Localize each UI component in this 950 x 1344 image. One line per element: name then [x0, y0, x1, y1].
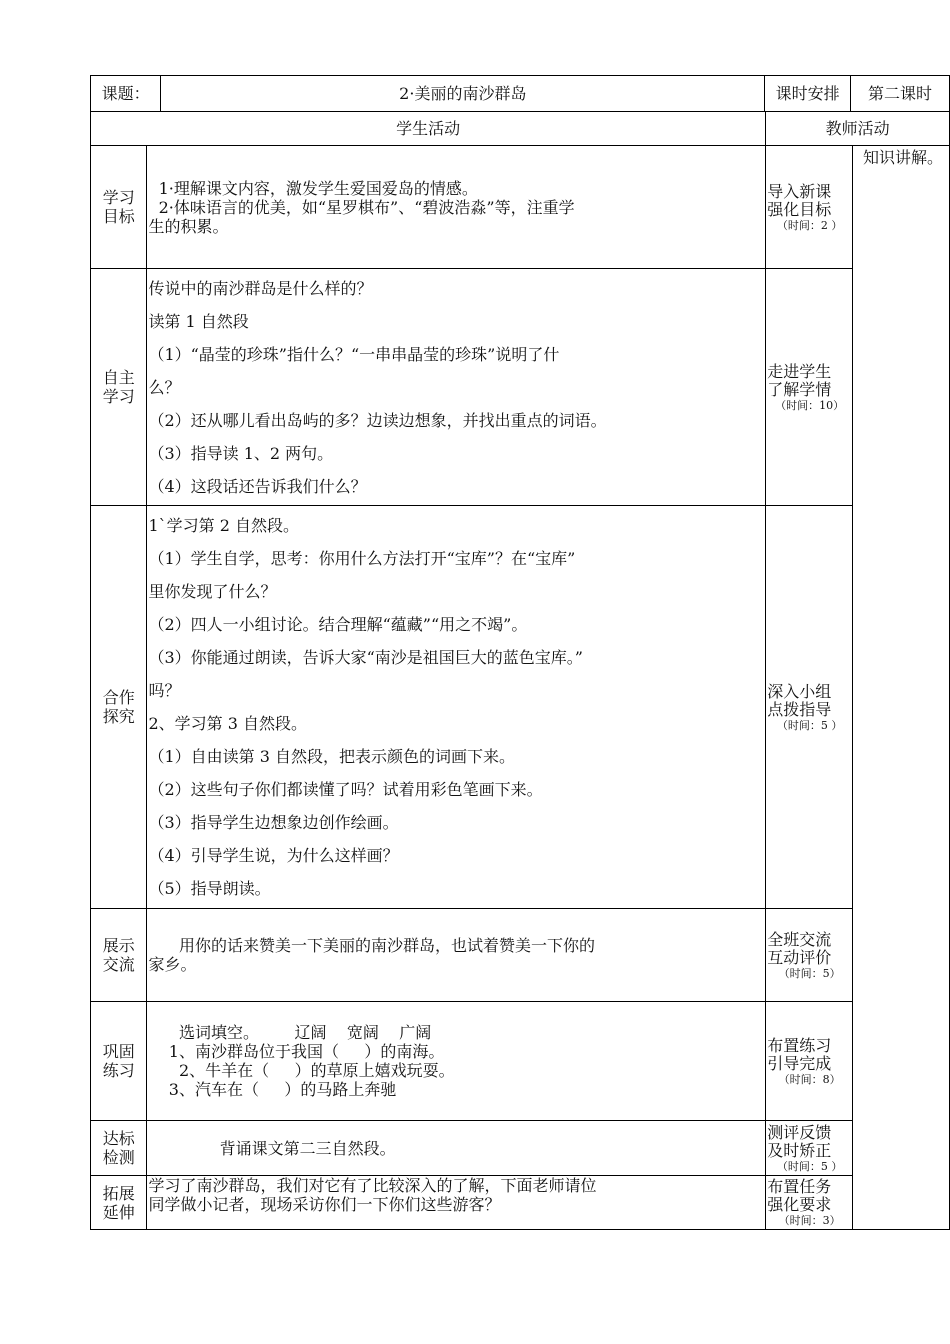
lesson-title: 2·美丽的南沙群岛 [161, 76, 765, 112]
row-content: 1`学习第 2 自然段。 （1）学生自学，思考：你用什么方法打开“宝库”？在“宝库” 里你发现了什么？ （2）四人一小组讨论。结合理解“蕴藏”“用之不竭”。 （3）你能通过朗读，告诉大家“南沙是祖国巨大的蓝色宝库。” 吗？ 2、学习第 3 自然段。 （1）自由读第 3 自然段，把表示颜色的词画下来。 （2）这些句子你们都读懂了吗？试着用彩色笔画下来。 （3）指导学生边想象边创作绘画。 （4）引导学生说，为什么这样画？ （5）指导朗读。 [147, 506, 766, 909]
teacher-activity-header: 教师活动 [766, 112, 950, 146]
row-label: 拓展 延伸 [91, 1176, 147, 1230]
time-note: （时间：10） [775, 398, 845, 412]
header-row [91, 76, 950, 112]
teacher-activity-cell: 布置任务 强化要求 （时间：3） [766, 1176, 853, 1230]
row-label: 合作 探究 [91, 506, 147, 909]
teacher-activity-cell: 全班交流 互动评价 （时间：5） [766, 909, 853, 1002]
teacher-activity-cell: 走进学生 了解学情 （时间：10） [766, 269, 853, 506]
row-extension [91, 1176, 950, 1230]
row-content: 传说中的南沙群岛是什么样的？ 读第 1 自然段 （1）“晶莹的珍珠”指什么？“一串串晶莹的珍珠”说明了什 么？ （2）还从哪儿看出岛屿的多？边读边想象，并找出重点的词语。 （3）指导读 1、2 两句。 （4）这段话还告诉我们什么？ [147, 269, 766, 506]
lesson-label: 课题： [91, 76, 161, 112]
row-presentation [91, 909, 950, 1002]
row-label: 达标 检测 [91, 1121, 147, 1176]
column-header-row [91, 112, 950, 146]
row-practice [91, 1002, 950, 1121]
lesson-plan-table [90, 75, 950, 1230]
row-label: 学习 目标 [91, 146, 147, 269]
time-note: （时间：5 ） [776, 718, 843, 732]
row-content: 用你的话来赞美一下美丽的南沙群岛，也试着赞美一下你的 家乡。 [147, 909, 766, 1002]
time-note: （时间：5） [778, 966, 841, 980]
row-assessment [91, 1121, 950, 1176]
teacher-activity-cell: 深入小组 点拨指导 （时间：5 ） [766, 506, 853, 909]
row-label: 巩固 练习 [91, 1002, 147, 1121]
row-label: 展示 交流 [91, 909, 147, 1002]
teacher-activity-cell: 布置练习 引导完成 （时间：8） [766, 1002, 853, 1121]
schedule-label: 课时安排 [765, 76, 851, 112]
row-learning-goals [91, 146, 950, 269]
teacher-activity-cell: 测评反馈 及时矫正 （时间：5 ） [766, 1121, 853, 1176]
row-content: 选词填空。 辽阔 宽阔 广阔 1、南沙群岛位于我国（ ）的南海。 2、牛羊在（ ）的草原上嬉戏玩耍。 3、汽车在（ ）的马路上奔驰 [147, 1002, 766, 1121]
time-note: （时间：8） [778, 1072, 841, 1086]
knowledge-note: 知识讲解。 [853, 146, 950, 1230]
teacher-activity-cell: 导入新课 强化目标 （时间：2 ） [766, 146, 853, 269]
student-activity-header: 学生活动 [91, 112, 766, 146]
time-note: （时间：3） [778, 1214, 841, 1227]
row-content: 背诵课文第二三自然段。 [147, 1121, 766, 1176]
row-label: 自主 学习 [91, 269, 147, 506]
time-note: （时间：2 ） [776, 218, 843, 232]
time-note: （时间：5 ） [776, 1159, 843, 1173]
row-cooperative-inquiry [91, 506, 950, 909]
row-content: 1·理解课文内容，激发学生爱国爱岛的情感。 2·体味语言的优美，如“星罗棋布”、“碧波浩淼”等，注重学 生的积累。 [147, 146, 766, 269]
schedule-value: 第二课时 [851, 76, 950, 112]
row-content: 学习了南沙群岛，我们对它有了比较深入的了解，下面老师请位 同学做小记者，现场采访你们一下你们这些游客？ [147, 1176, 766, 1230]
row-self-study [91, 269, 950, 506]
